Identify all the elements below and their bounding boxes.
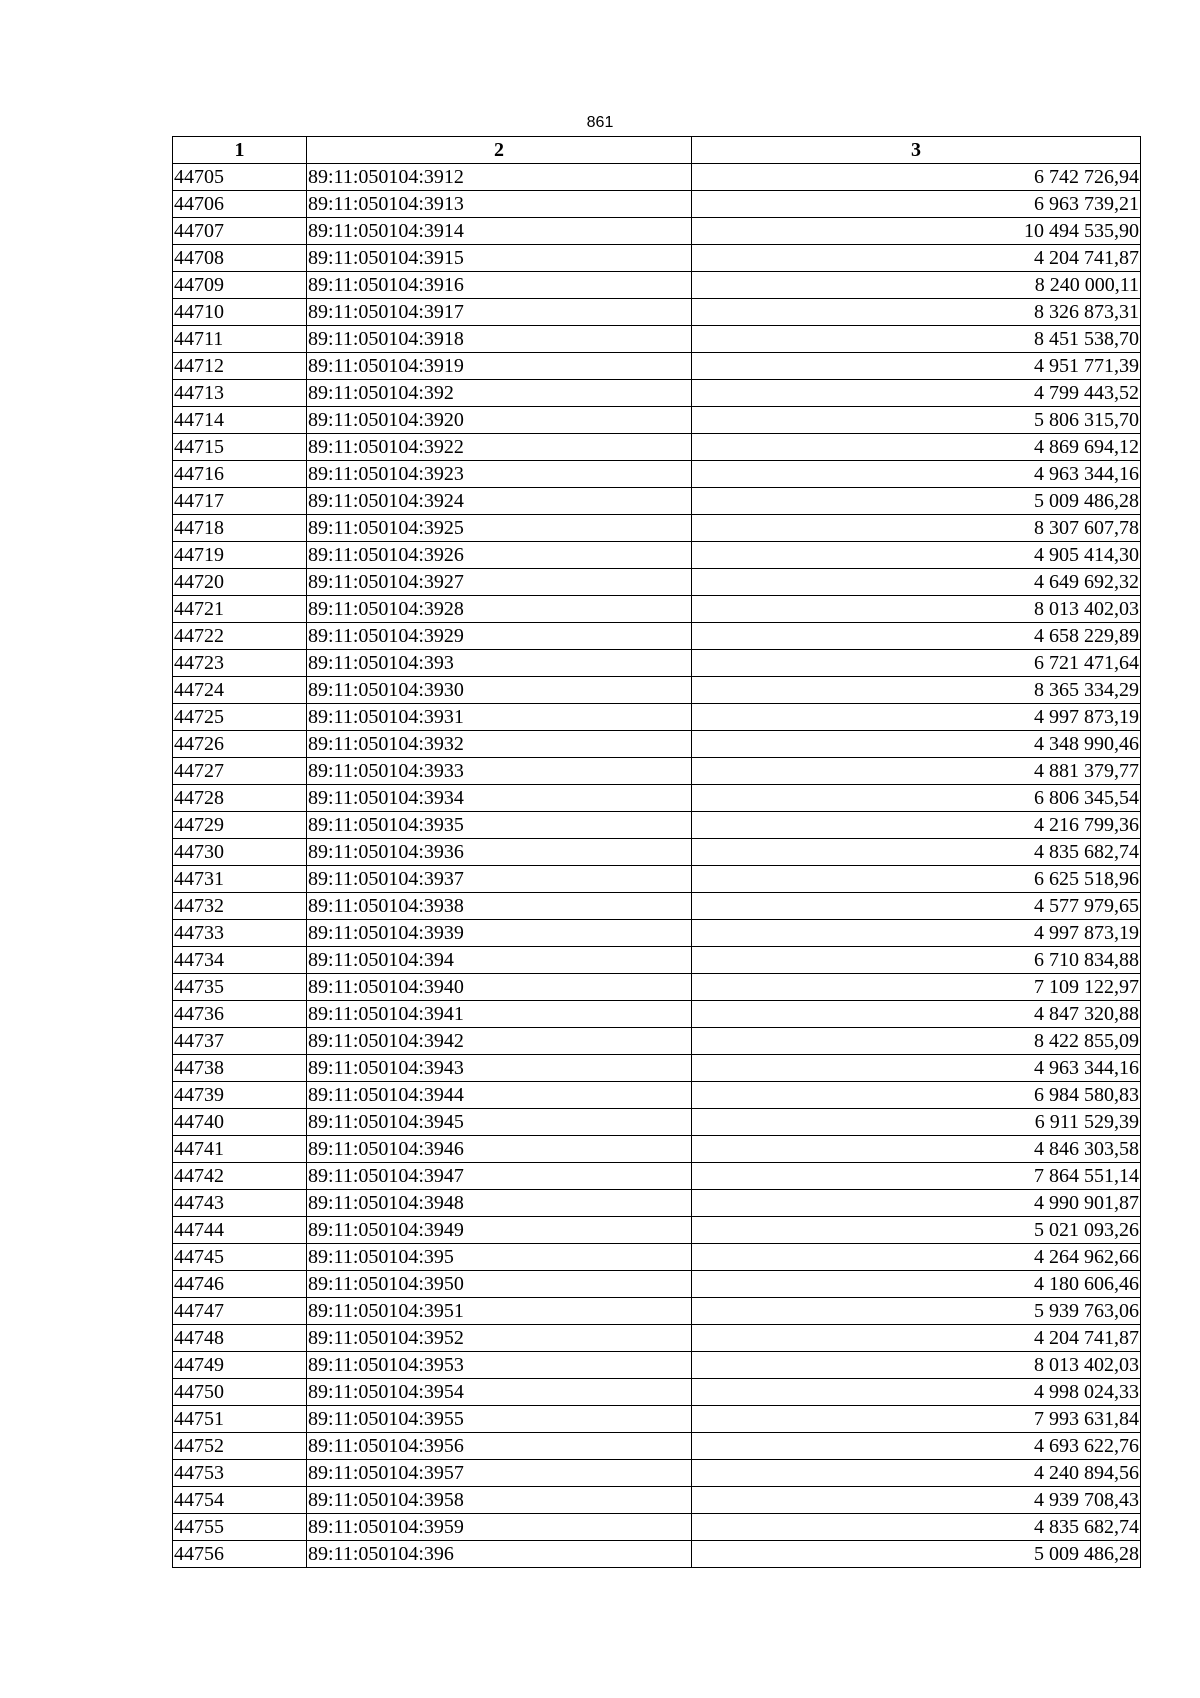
table-row bbox=[173, 974, 1141, 1001]
cadastral-number-cell: 89:11:050104:394 bbox=[307, 947, 692, 974]
cadastral-number-cell: 89:11:050104:3938 bbox=[307, 893, 692, 920]
table-row bbox=[173, 623, 1141, 650]
cadastral-number-cell: 89:11:050104:3917 bbox=[307, 299, 692, 326]
cadastral-number-cell: 89:11:050104:3928 bbox=[307, 596, 692, 623]
value-cell: 6 710 834,88 bbox=[692, 947, 1141, 974]
row-number-cell: 44726 bbox=[173, 731, 307, 758]
row-number-cell: 44729 bbox=[173, 812, 307, 839]
table-row bbox=[173, 1541, 1141, 1568]
cadastral-number-cell: 89:11:050104:3949 bbox=[307, 1217, 692, 1244]
row-number-cell: 44737 bbox=[173, 1028, 307, 1055]
table-row bbox=[173, 380, 1141, 407]
value-cell: 7 993 631,84 bbox=[692, 1406, 1141, 1433]
value-cell: 4 577 979,65 bbox=[692, 893, 1141, 920]
value-cell: 8 422 855,09 bbox=[692, 1028, 1141, 1055]
value-cell: 4 963 344,16 bbox=[692, 461, 1141, 488]
value-cell: 4 963 344,16 bbox=[692, 1055, 1141, 1082]
value-cell: 6 625 518,96 bbox=[692, 866, 1141, 893]
value-cell: 8 451 538,70 bbox=[692, 326, 1141, 353]
table-row bbox=[173, 1028, 1141, 1055]
table-row bbox=[173, 1217, 1141, 1244]
value-cell: 6 721 471,64 bbox=[692, 650, 1141, 677]
value-cell: 4 939 708,43 bbox=[692, 1487, 1141, 1514]
table-row bbox=[173, 1352, 1141, 1379]
row-number-cell: 44712 bbox=[173, 353, 307, 380]
value-cell: 10 494 535,90 bbox=[692, 218, 1141, 245]
cadastral-number-cell: 89:11:050104:3930 bbox=[307, 677, 692, 704]
table-row bbox=[173, 731, 1141, 758]
value-cell: 6 963 739,21 bbox=[692, 191, 1141, 218]
cadastral-number-cell: 89:11:050104:3954 bbox=[307, 1379, 692, 1406]
value-cell: 4 905 414,30 bbox=[692, 542, 1141, 569]
cadastral-number-cell: 89:11:050104:3937 bbox=[307, 866, 692, 893]
table-row bbox=[173, 596, 1141, 623]
row-number-cell: 44716 bbox=[173, 461, 307, 488]
table-row bbox=[173, 893, 1141, 920]
row-number-cell: 44749 bbox=[173, 1352, 307, 1379]
row-number-cell: 44730 bbox=[173, 839, 307, 866]
cadastral-number-cell: 89:11:050104:3940 bbox=[307, 974, 692, 1001]
data-table bbox=[172, 136, 1141, 1568]
row-number-cell: 44725 bbox=[173, 704, 307, 731]
header-row bbox=[173, 137, 1141, 164]
row-number-cell: 44735 bbox=[173, 974, 307, 1001]
cadastral-number-cell: 89:11:050104:395 bbox=[307, 1244, 692, 1271]
column-header-2: 2 bbox=[307, 137, 692, 164]
row-number-cell: 44747 bbox=[173, 1298, 307, 1325]
row-number-cell: 44750 bbox=[173, 1379, 307, 1406]
row-number-cell: 44714 bbox=[173, 407, 307, 434]
column-header-3: 3 bbox=[692, 137, 1141, 164]
table-row bbox=[173, 218, 1141, 245]
table-row bbox=[173, 650, 1141, 677]
table-body bbox=[173, 164, 1141, 1568]
cadastral-number-cell: 89:11:050104:3942 bbox=[307, 1028, 692, 1055]
table-row bbox=[173, 1460, 1141, 1487]
table-row bbox=[173, 461, 1141, 488]
value-cell: 6 984 580,83 bbox=[692, 1082, 1141, 1109]
row-number-cell: 44751 bbox=[173, 1406, 307, 1433]
cadastral-number-cell: 89:11:050104:3957 bbox=[307, 1460, 692, 1487]
table-row bbox=[173, 353, 1141, 380]
row-number-cell: 44715 bbox=[173, 434, 307, 461]
value-cell: 4 951 771,39 bbox=[692, 353, 1141, 380]
value-cell: 4 847 320,88 bbox=[692, 1001, 1141, 1028]
cadastral-number-cell: 89:11:050104:3946 bbox=[307, 1136, 692, 1163]
row-number-cell: 44740 bbox=[173, 1109, 307, 1136]
value-cell: 8 326 873,31 bbox=[692, 299, 1141, 326]
value-cell: 4 264 962,66 bbox=[692, 1244, 1141, 1271]
cadastral-number-cell: 89:11:050104:3955 bbox=[307, 1406, 692, 1433]
value-cell: 4 835 682,74 bbox=[692, 839, 1141, 866]
cadastral-number-cell: 89:11:050104:3952 bbox=[307, 1325, 692, 1352]
row-number-cell: 44746 bbox=[173, 1271, 307, 1298]
row-number-cell: 44739 bbox=[173, 1082, 307, 1109]
row-number-cell: 44733 bbox=[173, 920, 307, 947]
cadastral-number-cell: 89:11:050104:3959 bbox=[307, 1514, 692, 1541]
table-row bbox=[173, 1136, 1141, 1163]
row-number-cell: 44748 bbox=[173, 1325, 307, 1352]
cadastral-number-cell: 89:11:050104:3935 bbox=[307, 812, 692, 839]
row-number-cell: 44718 bbox=[173, 515, 307, 542]
value-cell: 4 216 799,36 bbox=[692, 812, 1141, 839]
table-row bbox=[173, 488, 1141, 515]
table-row bbox=[173, 947, 1141, 974]
cadastral-number-cell: 89:11:050104:3958 bbox=[307, 1487, 692, 1514]
value-cell: 4 998 024,33 bbox=[692, 1379, 1141, 1406]
cadastral-number-cell: 89:11:050104:3934 bbox=[307, 785, 692, 812]
value-cell: 5 939 763,06 bbox=[692, 1298, 1141, 1325]
row-number-cell: 44713 bbox=[173, 380, 307, 407]
cadastral-number-cell: 89:11:050104:3927 bbox=[307, 569, 692, 596]
value-cell: 5 021 093,26 bbox=[692, 1217, 1141, 1244]
cadastral-number-cell: 89:11:050104:393 bbox=[307, 650, 692, 677]
table-row bbox=[173, 1514, 1141, 1541]
page-number: 861 bbox=[586, 114, 614, 131]
value-cell: 8 365 334,29 bbox=[692, 677, 1141, 704]
value-cell: 8 240 000,11 bbox=[692, 272, 1141, 299]
table-row bbox=[173, 1244, 1141, 1271]
table-row bbox=[173, 515, 1141, 542]
row-number-cell: 44719 bbox=[173, 542, 307, 569]
value-cell: 4 649 692,32 bbox=[692, 569, 1141, 596]
cadastral-number-cell: 89:11:050104:3915 bbox=[307, 245, 692, 272]
cadastral-number-cell: 89:11:050104:3956 bbox=[307, 1433, 692, 1460]
cadastral-number-cell: 89:11:050104:3932 bbox=[307, 731, 692, 758]
cadastral-number-cell: 89:11:050104:3919 bbox=[307, 353, 692, 380]
table-row bbox=[173, 1082, 1141, 1109]
row-number-cell: 44754 bbox=[173, 1487, 307, 1514]
table-row bbox=[173, 245, 1141, 272]
table-row bbox=[173, 1325, 1141, 1352]
row-number-cell: 44752 bbox=[173, 1433, 307, 1460]
cadastral-number-cell: 89:11:050104:3922 bbox=[307, 434, 692, 461]
value-cell: 5 009 486,28 bbox=[692, 488, 1141, 515]
value-cell: 6 806 345,54 bbox=[692, 785, 1141, 812]
value-cell: 4 204 741,87 bbox=[692, 245, 1141, 272]
cadastral-number-cell: 89:11:050104:3948 bbox=[307, 1190, 692, 1217]
cadastral-number-cell: 89:11:050104:392 bbox=[307, 380, 692, 407]
row-number-cell: 44705 bbox=[173, 164, 307, 191]
table-row bbox=[173, 812, 1141, 839]
row-number-cell: 44732 bbox=[173, 893, 307, 920]
cadastral-number-cell: 89:11:050104:3926 bbox=[307, 542, 692, 569]
value-cell: 4 348 990,46 bbox=[692, 731, 1141, 758]
cadastral-number-cell: 89:11:050104:3923 bbox=[307, 461, 692, 488]
table-row bbox=[173, 434, 1141, 461]
table-row bbox=[173, 326, 1141, 353]
value-cell: 4 990 901,87 bbox=[692, 1190, 1141, 1217]
value-cell: 4 881 379,77 bbox=[692, 758, 1141, 785]
value-cell: 4 658 229,89 bbox=[692, 623, 1141, 650]
row-number-cell: 44734 bbox=[173, 947, 307, 974]
cadastral-number-cell: 89:11:050104:3925 bbox=[307, 515, 692, 542]
table-row bbox=[173, 1406, 1141, 1433]
cadastral-number-cell: 89:11:050104:3943 bbox=[307, 1055, 692, 1082]
table-row bbox=[173, 1433, 1141, 1460]
value-cell: 6 911 529,39 bbox=[692, 1109, 1141, 1136]
row-number-cell: 44709 bbox=[173, 272, 307, 299]
table-row bbox=[173, 839, 1141, 866]
cadastral-number-cell: 89:11:050104:3944 bbox=[307, 1082, 692, 1109]
table-row bbox=[173, 920, 1141, 947]
cadastral-number-cell: 89:11:050104:3945 bbox=[307, 1109, 692, 1136]
cadastral-number-cell: 89:11:050104:396 bbox=[307, 1541, 692, 1568]
table-row bbox=[173, 1379, 1141, 1406]
row-number-cell: 44745 bbox=[173, 1244, 307, 1271]
row-number-cell: 44707 bbox=[173, 218, 307, 245]
cadastral-number-cell: 89:11:050104:3941 bbox=[307, 1001, 692, 1028]
value-cell: 8 307 607,78 bbox=[692, 515, 1141, 542]
value-cell: 5 806 315,70 bbox=[692, 407, 1141, 434]
cadastral-number-cell: 89:11:050104:3920 bbox=[307, 407, 692, 434]
cadastral-number-cell: 89:11:050104:3950 bbox=[307, 1271, 692, 1298]
value-cell: 4 835 682,74 bbox=[692, 1514, 1141, 1541]
table-row bbox=[173, 677, 1141, 704]
row-number-cell: 44706 bbox=[173, 191, 307, 218]
cadastral-number-cell: 89:11:050104:3933 bbox=[307, 758, 692, 785]
table-row bbox=[173, 1190, 1141, 1217]
cadastral-number-cell: 89:11:050104:3947 bbox=[307, 1163, 692, 1190]
table-row bbox=[173, 1163, 1141, 1190]
value-cell: 4 997 873,19 bbox=[692, 704, 1141, 731]
cadastral-number-cell: 89:11:050104:3939 bbox=[307, 920, 692, 947]
row-number-cell: 44724 bbox=[173, 677, 307, 704]
row-number-cell: 44708 bbox=[173, 245, 307, 272]
table-row bbox=[173, 758, 1141, 785]
table-row bbox=[173, 1001, 1141, 1028]
value-cell: 4 997 873,19 bbox=[692, 920, 1141, 947]
row-number-cell: 44717 bbox=[173, 488, 307, 515]
table-row bbox=[173, 542, 1141, 569]
table-row bbox=[173, 1271, 1141, 1298]
cadastral-number-cell: 89:11:050104:3953 bbox=[307, 1352, 692, 1379]
table-row bbox=[173, 1055, 1141, 1082]
row-number-cell: 44720 bbox=[173, 569, 307, 596]
row-number-cell: 44738 bbox=[173, 1055, 307, 1082]
cadastral-number-cell: 89:11:050104:3951 bbox=[307, 1298, 692, 1325]
row-number-cell: 44731 bbox=[173, 866, 307, 893]
cadastral-number-cell: 89:11:050104:3914 bbox=[307, 218, 692, 245]
cadastral-number-cell: 89:11:050104:3929 bbox=[307, 623, 692, 650]
row-number-cell: 44721 bbox=[173, 596, 307, 623]
value-cell: 4 869 694,12 bbox=[692, 434, 1141, 461]
value-cell: 8 013 402,03 bbox=[692, 596, 1141, 623]
row-number-cell: 44728 bbox=[173, 785, 307, 812]
row-number-cell: 44743 bbox=[173, 1190, 307, 1217]
row-number-cell: 44756 bbox=[173, 1541, 307, 1568]
value-cell: 4 204 741,87 bbox=[692, 1325, 1141, 1352]
cadastral-number-cell: 89:11:050104:3931 bbox=[307, 704, 692, 731]
cadastral-number-cell: 89:11:050104:3913 bbox=[307, 191, 692, 218]
value-cell: 8 013 402,03 bbox=[692, 1352, 1141, 1379]
row-number-cell: 44723 bbox=[173, 650, 307, 677]
value-cell: 4 180 606,46 bbox=[692, 1271, 1141, 1298]
table-row bbox=[173, 569, 1141, 596]
cadastral-number-cell: 89:11:050104:3918 bbox=[307, 326, 692, 353]
row-number-cell: 44722 bbox=[173, 623, 307, 650]
value-cell: 4 846 303,58 bbox=[692, 1136, 1141, 1163]
table-row bbox=[173, 272, 1141, 299]
row-number-cell: 44736 bbox=[173, 1001, 307, 1028]
cadastral-number-cell: 89:11:050104:3924 bbox=[307, 488, 692, 515]
row-number-cell: 44755 bbox=[173, 1514, 307, 1541]
row-number-cell: 44727 bbox=[173, 758, 307, 785]
cadastral-number-cell: 89:11:050104:3916 bbox=[307, 272, 692, 299]
value-cell: 5 009 486,28 bbox=[692, 1541, 1141, 1568]
table-row bbox=[173, 785, 1141, 812]
table-row bbox=[173, 164, 1141, 191]
table-row bbox=[173, 1298, 1141, 1325]
row-number-cell: 44711 bbox=[173, 326, 307, 353]
value-cell: 6 742 726,94 bbox=[692, 164, 1141, 191]
table-row bbox=[173, 191, 1141, 218]
value-cell: 4 240 894,56 bbox=[692, 1460, 1141, 1487]
value-cell: 4 693 622,76 bbox=[692, 1433, 1141, 1460]
row-number-cell: 44744 bbox=[173, 1217, 307, 1244]
table-row bbox=[173, 866, 1141, 893]
table-row bbox=[173, 299, 1141, 326]
row-number-cell: 44742 bbox=[173, 1163, 307, 1190]
table-row bbox=[173, 1109, 1141, 1136]
column-header-1: 1 bbox=[173, 137, 307, 164]
cadastral-number-cell: 89:11:050104:3912 bbox=[307, 164, 692, 191]
cadastral-number-cell: 89:11:050104:3936 bbox=[307, 839, 692, 866]
value-cell: 7 109 122,97 bbox=[692, 974, 1141, 1001]
table-header bbox=[173, 137, 1141, 164]
table-row bbox=[173, 407, 1141, 434]
value-cell: 4 799 443,52 bbox=[692, 380, 1141, 407]
table-row bbox=[173, 1487, 1141, 1514]
row-number-cell: 44741 bbox=[173, 1136, 307, 1163]
table-row bbox=[173, 704, 1141, 731]
row-number-cell: 44753 bbox=[173, 1460, 307, 1487]
row-number-cell: 44710 bbox=[173, 299, 307, 326]
value-cell: 7 864 551,14 bbox=[692, 1163, 1141, 1190]
